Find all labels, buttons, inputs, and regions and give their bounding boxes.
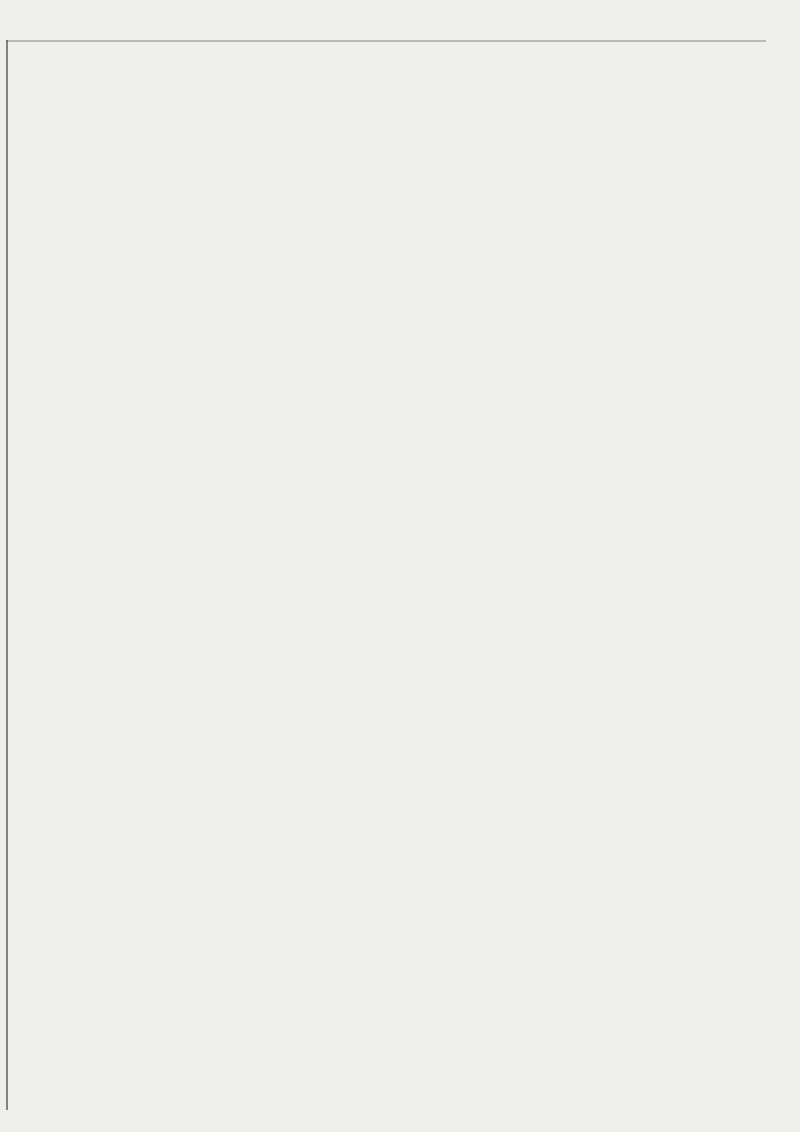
scan-border-left xyxy=(6,40,8,1110)
scan-border-top xyxy=(6,40,766,42)
